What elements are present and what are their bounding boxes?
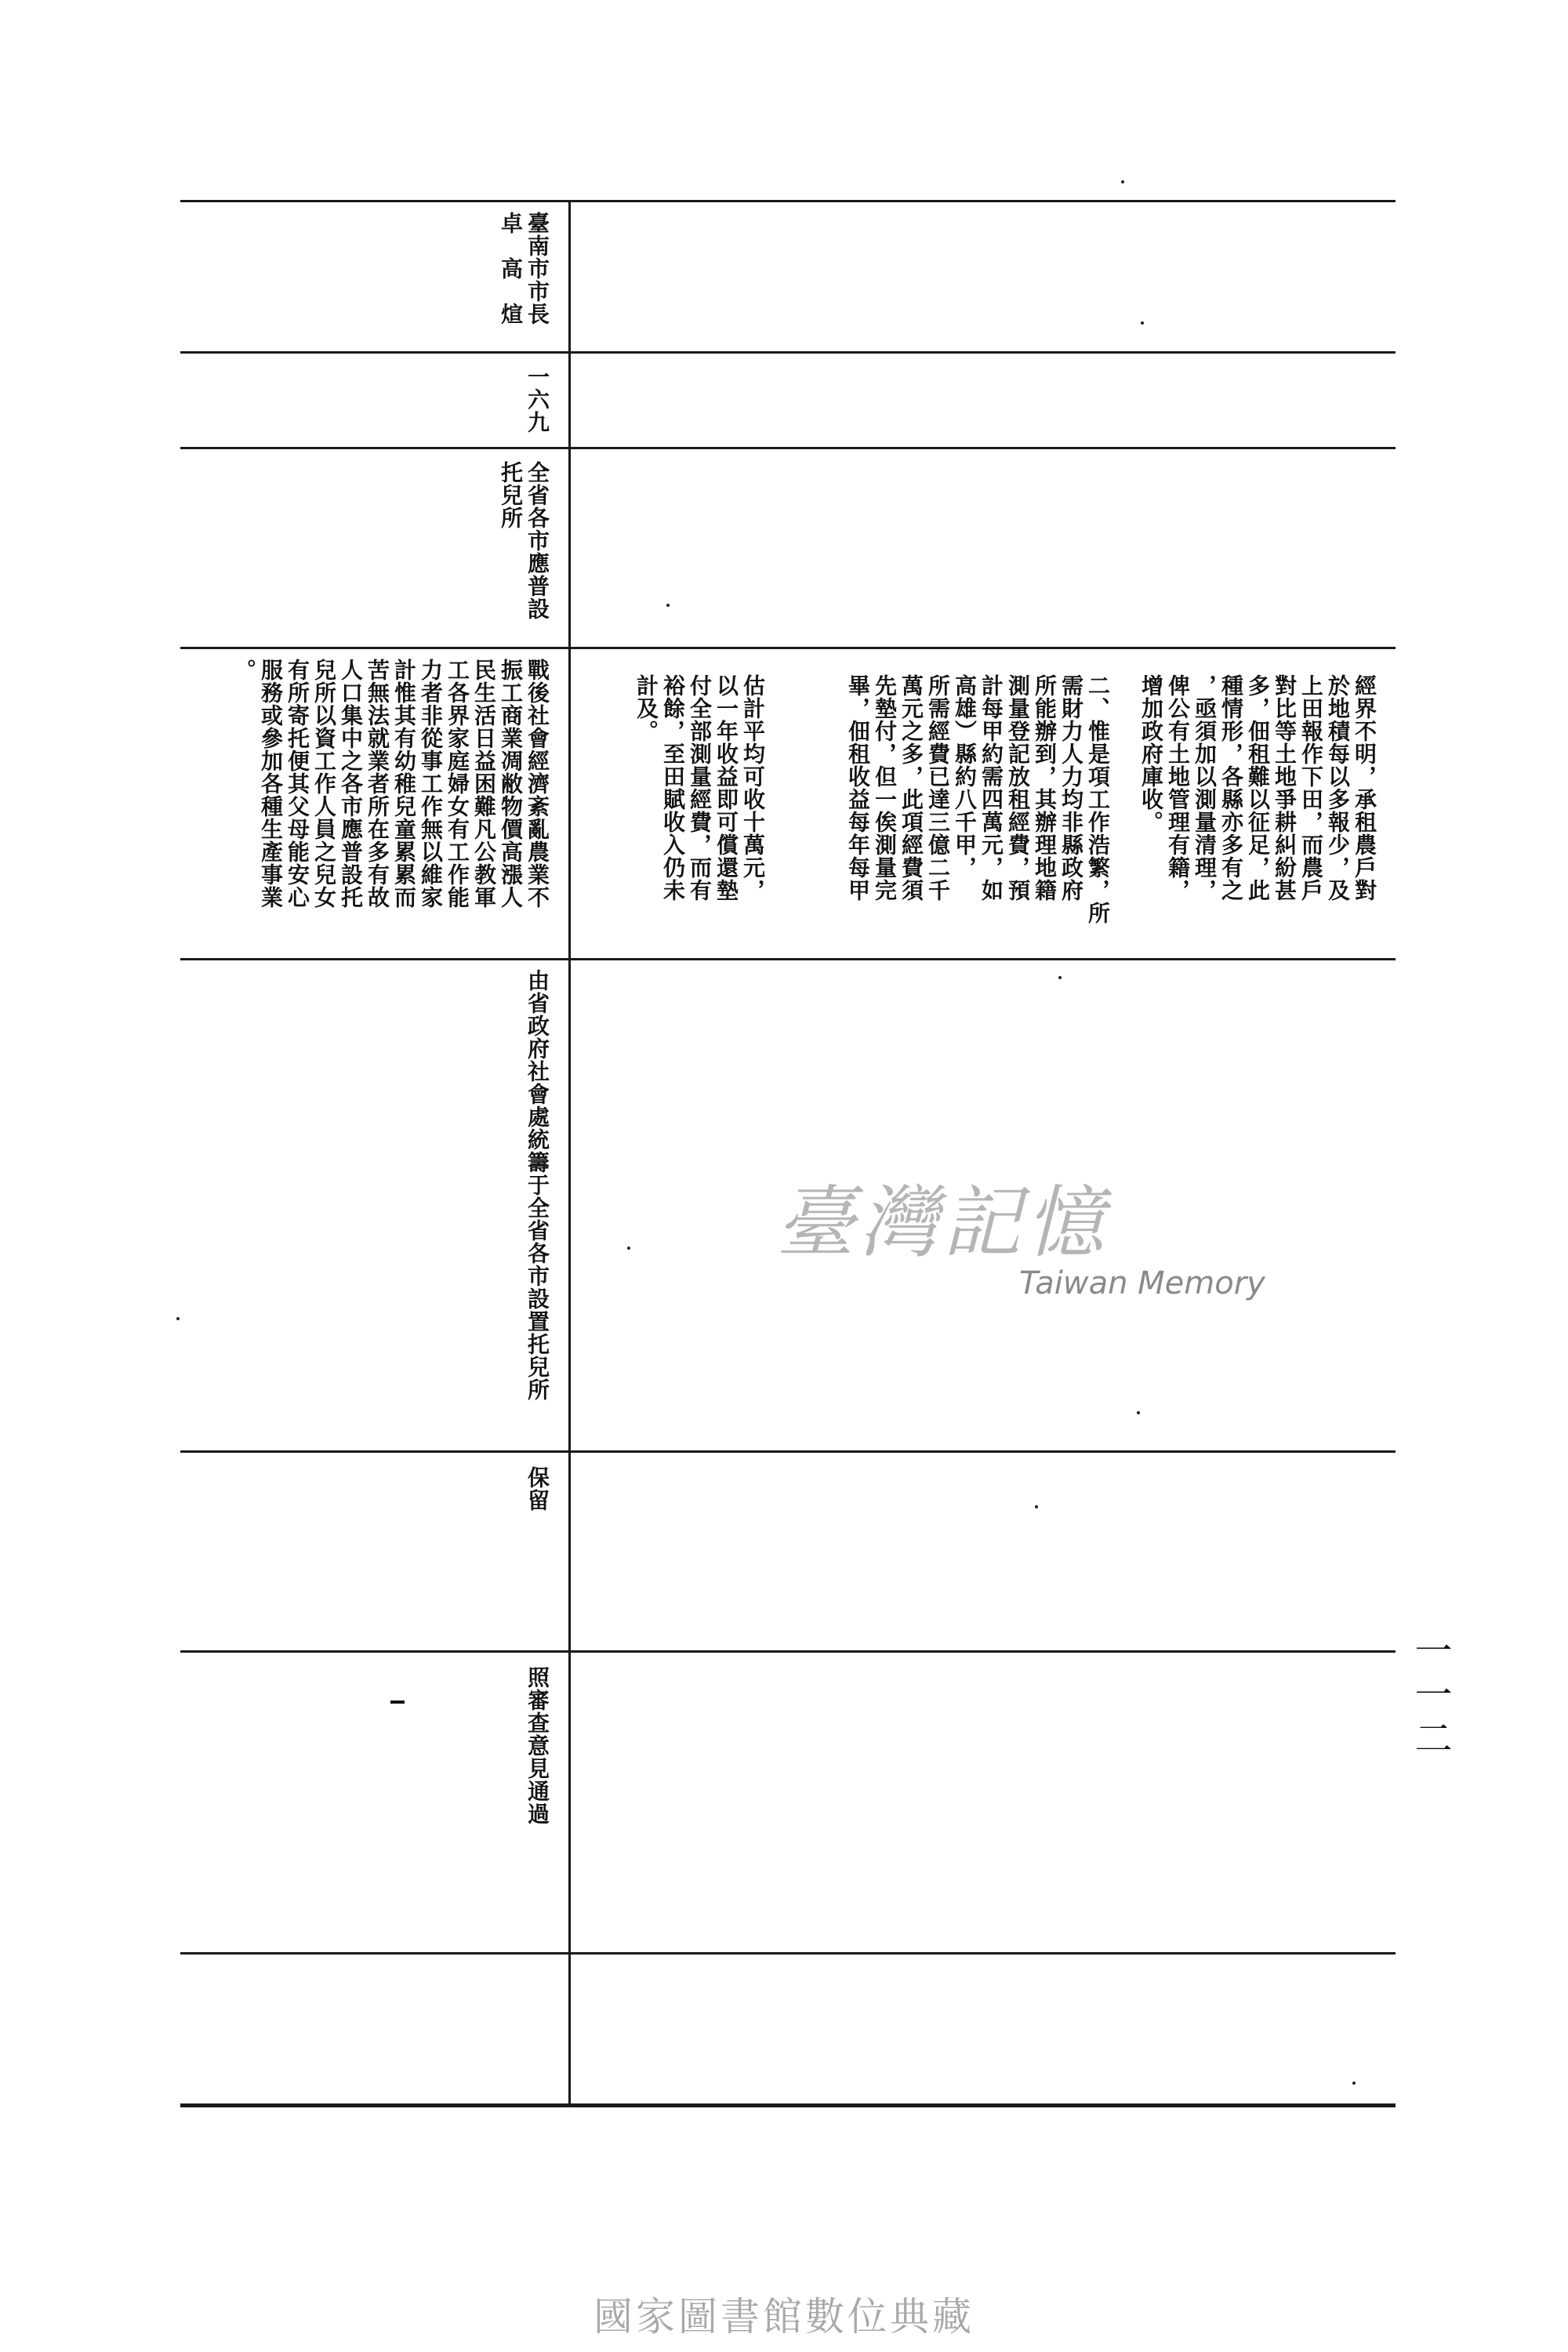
archive-footer: 國家圖書館數位典藏: [593, 2294, 975, 2339]
reason-line: 戰後社會經濟紊亂農業不: [524, 659, 550, 909]
continuation-line: ，亟須加以測量清理，: [1192, 674, 1218, 902]
continuation-line: 經界不明，承租農戶對: [1352, 674, 1377, 902]
watermark-chinese: 臺灣記憶: [776, 1177, 1109, 1269]
continuation-line: 所能辦到，其辦理地籍: [1032, 674, 1058, 902]
reason-line: 力者非從事工作無以維家: [418, 659, 444, 909]
table-bottom-rule: [180, 2103, 1396, 2107]
case-number: 一六九: [524, 365, 550, 434]
continuation-line: 計每甲約需四萬元，如: [978, 674, 1004, 902]
table-top-rule: [180, 200, 1396, 202]
row-rule-review: [180, 1650, 1396, 1653]
reason-line: 。: [231, 659, 257, 681]
continuation-line: 於地積每以多報少，及: [1325, 674, 1351, 902]
reason-line: 苦無法就業者所在多有故: [365, 659, 390, 909]
reason-line: 工各界家庭婦女有工作能: [445, 659, 470, 909]
reason-line: 人口集中之各市應普設托: [338, 659, 364, 909]
scan-speck: [176, 1317, 180, 1320]
row-rule-method: [180, 1450, 1396, 1453]
resolution-text: 照審查意見通過: [524, 1666, 550, 1825]
scan-speck: [666, 604, 670, 607]
row-rule-proposer: [180, 351, 1396, 354]
continuation-line: 上田報作下田，而農戶: [1298, 674, 1324, 902]
proposer-name: 卓 高 煊: [498, 212, 524, 325]
reason-line: 有所寄托便其父母能安心: [285, 659, 310, 909]
continuation-line: 計及。: [633, 674, 659, 742]
scan-speck: [1058, 976, 1062, 979]
reason-line: 兒所以資工作人員之兒女: [311, 659, 337, 909]
case-title-line2: 托兒所: [498, 461, 524, 529]
scan-speck: [1035, 1505, 1038, 1508]
continuation-line: 高雄）縣約八千甲，: [952, 674, 978, 879]
resolution-mark: [390, 1700, 405, 1704]
continuation-line: 付全部測量經費，而有: [687, 674, 713, 902]
row-rule-case-number: [180, 447, 1396, 449]
scan-speck: [627, 1247, 630, 1250]
continuation-line: 裕餘，至田賦收入仍未: [660, 674, 686, 902]
watermark-english: Taiwan Memory: [1019, 1265, 1265, 1301]
scan-speck: [1121, 180, 1124, 183]
reason-line: 服務或參加各種生產事業: [258, 659, 284, 909]
case-title-line1: 全省各市應普設: [524, 461, 550, 620]
continuation-line: 多，佃租難以征足，此: [1245, 674, 1271, 902]
continuation-line: 對比等土地爭耕糾紛甚: [1272, 674, 1298, 902]
page-number: 一一二: [1408, 1631, 1452, 1762]
continuation-line: 俾公有土地管理有籍，: [1165, 674, 1191, 902]
taiwan-memory-watermark: [776, 1176, 1265, 1301]
continuation-line: 萬元之多，此項經費須: [898, 674, 924, 902]
continuation-line: 需財力人力均非縣政府: [1058, 674, 1084, 902]
scan-speck: [1352, 2082, 1356, 2085]
reason-line: 民生活日益困難凡公教軍: [471, 659, 497, 909]
continuation-line: 二、惟是項工作浩繁，所: [1085, 674, 1111, 924]
continuation-line: 測量登記放租經費，預: [1005, 674, 1031, 902]
row-rule-case-title: [180, 647, 1396, 649]
review-opinion: 保留: [524, 1466, 550, 1512]
row-rule-resolution: [180, 1952, 1396, 1955]
scan-speck: [1141, 321, 1144, 325]
column-divider: [568, 200, 571, 2105]
reason-line: 振工商業凋敝物價高漲人: [498, 659, 524, 909]
scan-speck: [1137, 1411, 1140, 1414]
continuation-line: 畢，佃租收益每年每甲: [845, 674, 871, 902]
continuation-line: 種情形，各縣亦多有之: [1218, 674, 1244, 902]
continuation-line: 估計平均可收十萬元，: [740, 674, 766, 902]
continuation-line: 所需經費已達三億二千: [925, 674, 951, 902]
proposer-title: 臺南市市長: [524, 212, 550, 325]
continuation-line: 先墊付，但一俟測量完: [872, 674, 898, 902]
continuation-line: 以一年收益即可償還墊: [713, 674, 739, 902]
reason-line: 計惟其有幼稚兒童累累而: [391, 659, 417, 909]
row-rule-reason: [180, 958, 1396, 960]
continuation-line: 增加政府庫收。: [1138, 674, 1164, 833]
method-text: 由省政府社會處統籌于全省各市設置托兒所: [524, 969, 550, 1401]
